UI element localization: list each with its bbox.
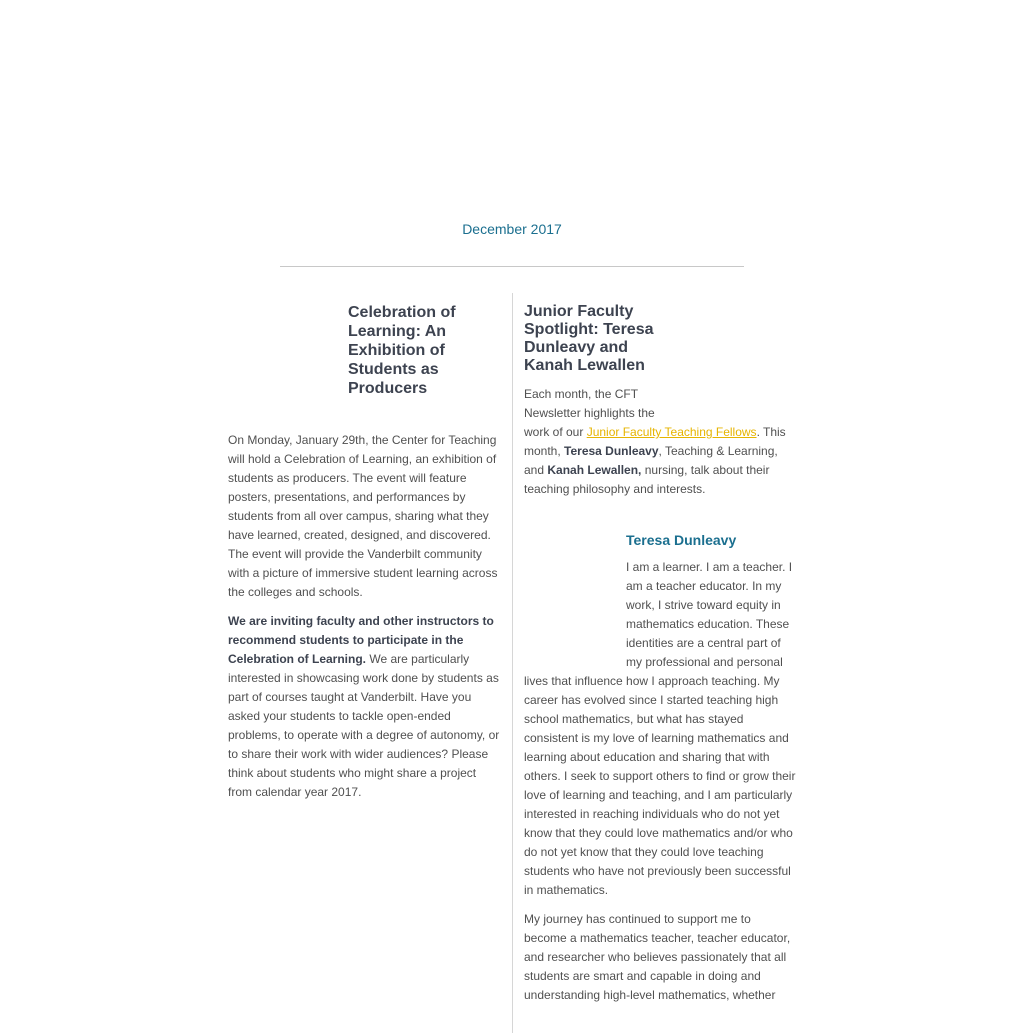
article-paragraph <box>228 612 502 802</box>
column-divider <box>512 293 513 1033</box>
article-paragraph: On Monday, January 29th, the Center for Teaching will hold a Celebration of Learning, an exhibition of students as producers. The event will feature posters, presentations, and performances by students from all over campus, sharing what they have learned, created, designed, and discovered. The event will provide the Vanderbilt community with a picture of immersive student learning across the colleges and schools. <box>228 433 498 599</box>
intro-text: nursing, talk about their teaching philosophy and interests. <box>524 463 770 496</box>
article-title: Celebration of Learning: An Exhibition of Students as Producers <box>348 304 456 397</box>
profile-photo-placeholder <box>524 509 626 659</box>
celebration-article <box>228 303 502 812</box>
bio-paragraph: I am a learner. I am a teacher. I am a teacher educator. In my work, I strive toward equity in mathematics education. These identities are a central part of my professional and personal lives that influence how I approach teaching. My career has evolved since I started teaching high school mathematics, but what has stayed consistent is my love of learning mathematics and learning about education and sharing that with others. I seek to support others to find or grow their love of learning and teaching, and I am particularly interested in reaching individuals who do not yet know that they could love mathematics and/or who do not yet know that they could love teaching students who have not previously been successful in mathematics. <box>524 560 796 897</box>
junior-faculty-fellows-link[interactable]: Junior Faculty Teaching Fellows <box>586 425 757 439</box>
fellow-name: Kanah Lewallen, <box>547 463 642 477</box>
bio-paragraph: My journey has continued to support me to become a mathematics teacher, teacher educator, and researcher who believes passionately that all students are smart and capable in doing and understanding high-level mathematics, whether <box>524 912 791 1002</box>
newsletter-month: December 2017 <box>462 221 562 237</box>
paragraph-text: We are particularly interested in showcasing work done by students as part of courses taught at Vanderbilt. Have you asked your students to tackle open-ended problems, to operate with a degree of autonomy, or to share their work with wider audiences? Please think about students who might share a project from calendar year 2017. <box>228 652 500 799</box>
intro-text: Each month, the CFT Newsletter highlights the work of our <box>524 387 655 439</box>
article-title: Junior Faculty Spotlight: Teresa Dunleavy and Kanah Lewallen <box>524 303 654 374</box>
profile-name: Teresa Dunleavy <box>626 532 737 548</box>
intro-paragraph <box>524 385 796 499</box>
fellow-name: Teresa Dunleavy <box>564 444 659 458</box>
intro-text: , Teaching & Learning, and <box>524 444 778 477</box>
spotlight-article <box>524 303 796 1015</box>
bold-callout: We are inviting faculty and other instructors to recommend students to participate in the Celebration of Learning. <box>228 614 494 666</box>
divider <box>280 266 744 267</box>
intro-text: . This month, <box>524 425 786 458</box>
